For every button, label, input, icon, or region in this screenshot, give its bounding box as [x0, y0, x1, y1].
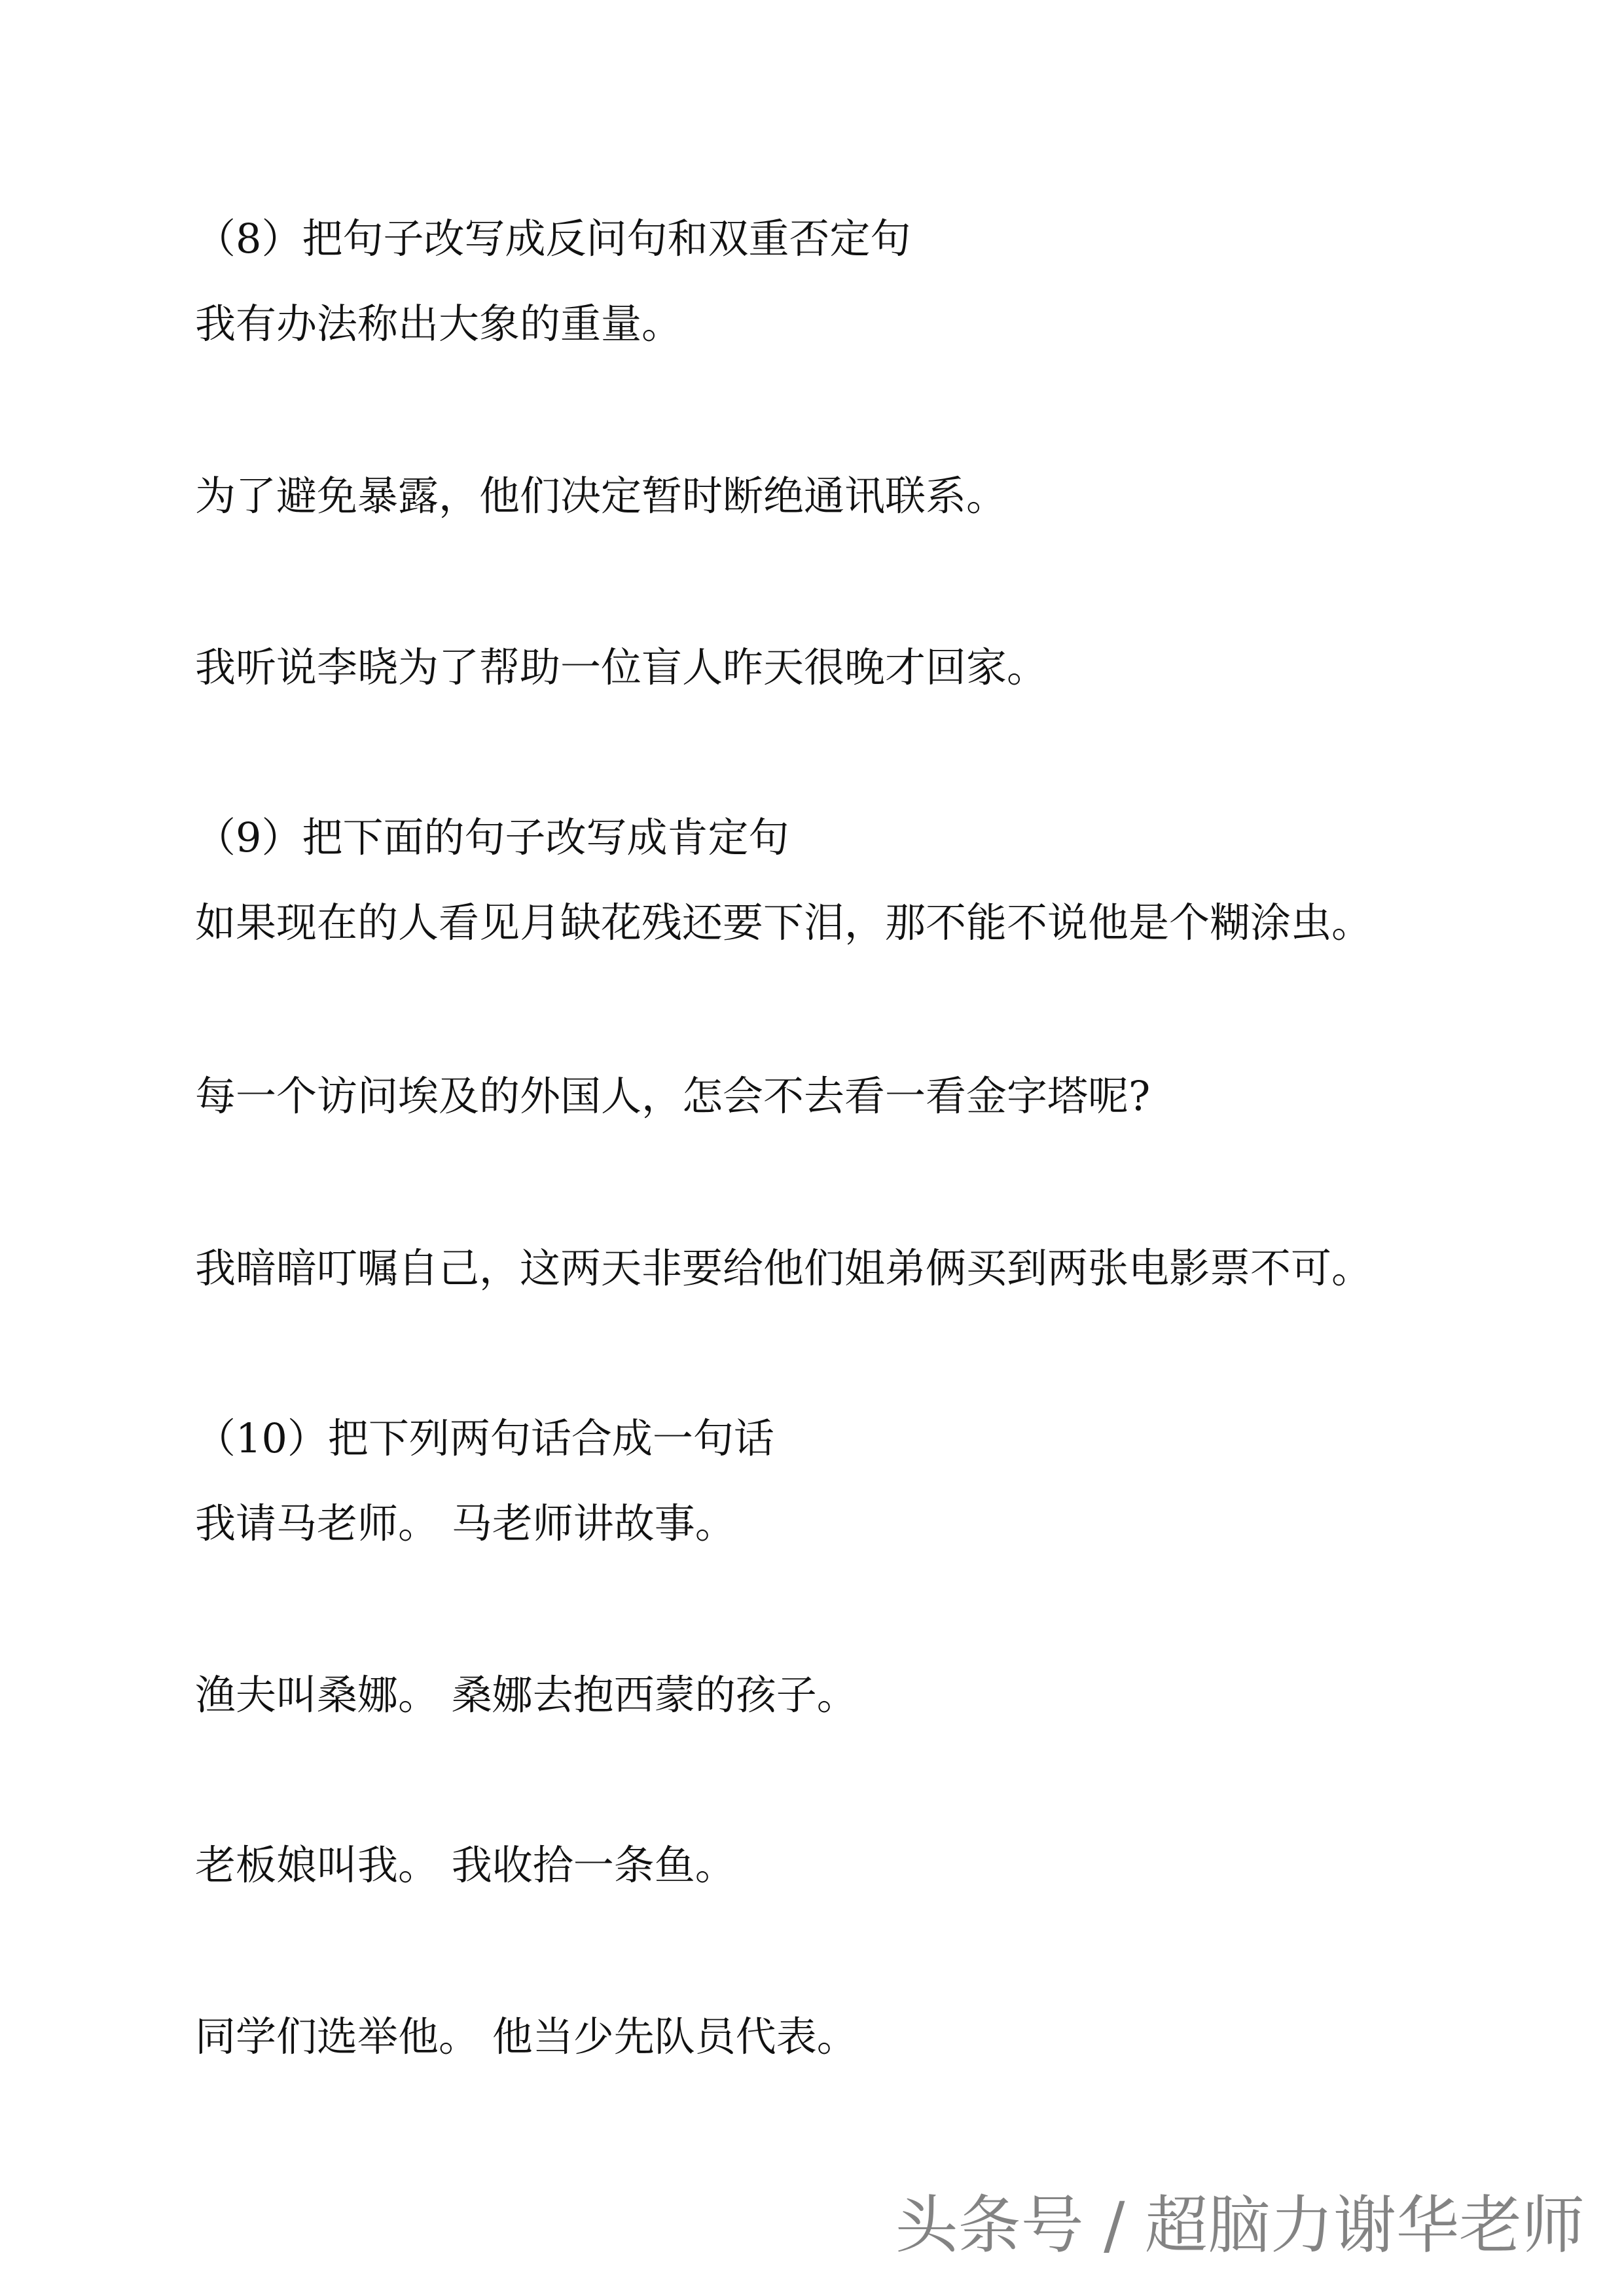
section-9-heading: （9）把下面的句子改写成肯定句 [195, 814, 789, 861]
section-9-item-1: 如果现在的人看见月缺花残还要下泪，那不能不说他是个糊涂虫。 [195, 899, 1373, 946]
section-10-item-4: 同学们选举他。 他当少先队员代表。 [195, 2013, 857, 2060]
section-10-heading: （10）把下列两句话合成一句话 [195, 1414, 774, 1462]
section-8-item-1: 我有办法称出大象的重量。 [195, 300, 683, 348]
section-8-item-3: 我听说李晓为了帮助一位盲人昨天很晚才回家。 [195, 643, 1048, 691]
section-10-item-2: 渔夫叫桑娜。 桑娜去抱西蒙的孩子。 [195, 1671, 857, 1719]
watermark: 头条号 / 超脑力谢华老师 [895, 2189, 1585, 2262]
section-8-item-2: 为了避免暴露，他们决定暂时断绝通讯联系。 [195, 472, 1007, 520]
section-10-item-1: 我请马老师。 马老师讲故事。 [195, 1499, 736, 1547]
section-9-item-2: 每一个访问埃及的外国人，怎会不去看一看金字塔呢? [195, 1072, 1151, 1120]
section-9-item-3: 我暗暗叮嘱自己，这两天非要给他们姐弟俩买到两张电影票不可。 [195, 1244, 1373, 1292]
section-8-heading: （8）把句子改写成反问句和双重否定句 [195, 215, 911, 262]
section-10-item-3: 老板娘叫我。 我收拾一条鱼。 [195, 1841, 736, 1889]
